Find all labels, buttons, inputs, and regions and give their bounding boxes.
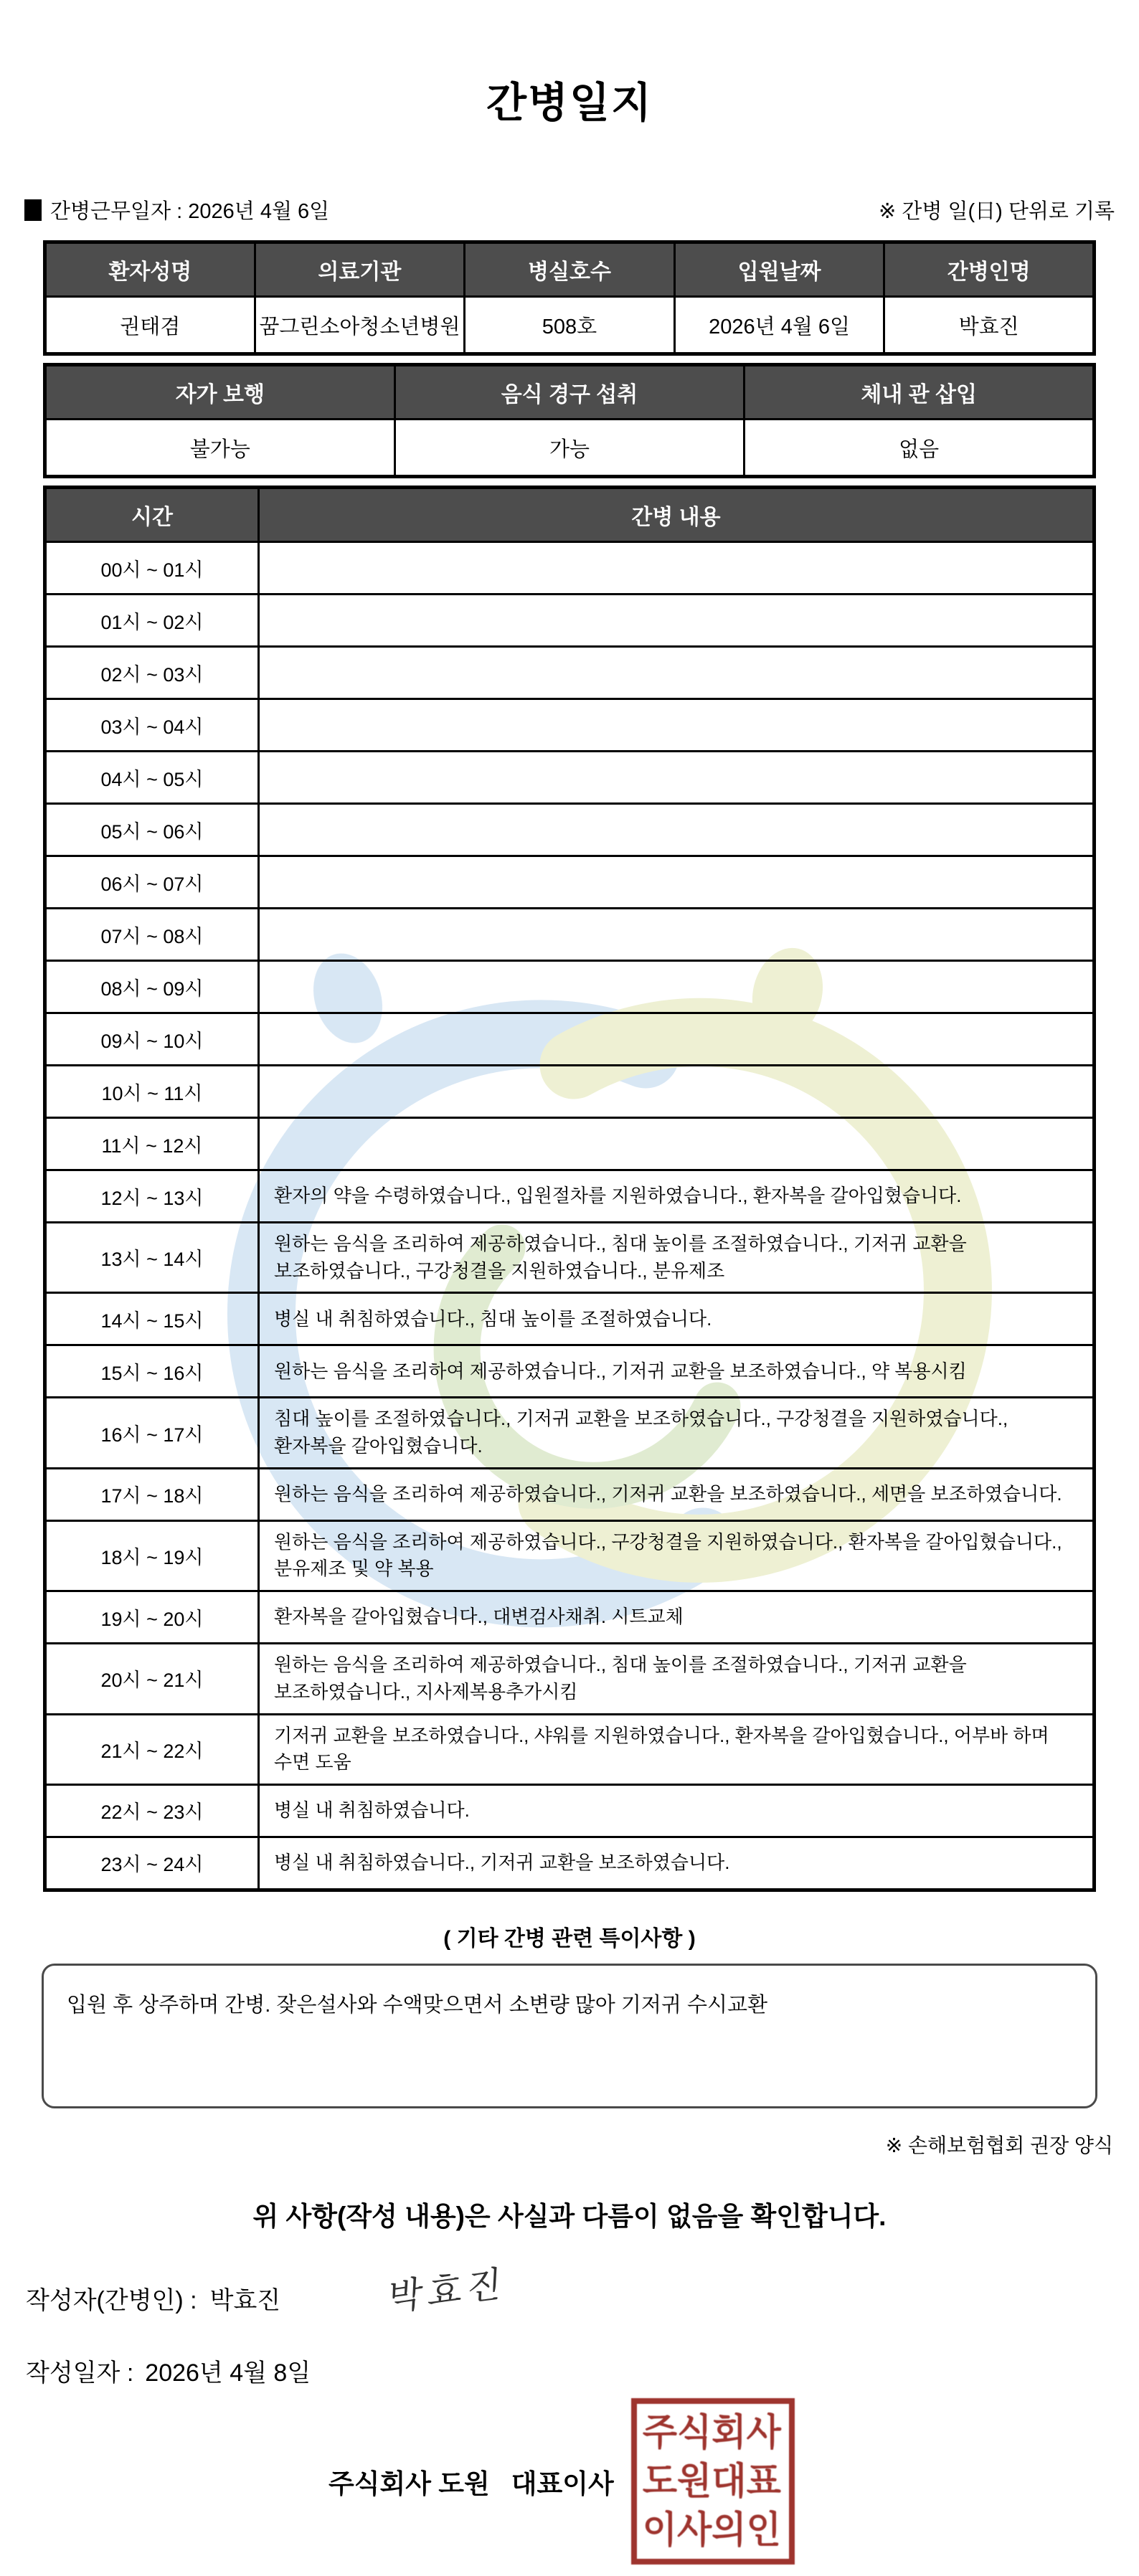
- time-cell: 09시 ~ 10시: [45, 1013, 259, 1066]
- care-content-cell: 환자복을 갈아입혔습니다., 대변검사채취. 시트교체: [259, 1591, 1095, 1644]
- header-room-number: 병실호수: [465, 242, 675, 297]
- writer-name: 박효진: [209, 2286, 281, 2314]
- time-cell: 22시 ~ 23시: [45, 1784, 259, 1837]
- care-content-cell: [259, 1066, 1095, 1118]
- care-content-cell: [259, 647, 1095, 699]
- care-content-cell: 원하는 음식을 조리하여 제공하였습니다., 침대 높이를 조절하였습니다., 기저귀 교환을 보조하였습니다., 구강청결을 지원하였습니다., 분유제조: [259, 1223, 1095, 1293]
- time-cell: 02시 ~ 03시: [45, 647, 259, 699]
- date-note-row: [24, 195, 1115, 224]
- header-admission-date: 입원날짜: [674, 242, 884, 297]
- care-content-cell: 원하는 음식을 조리하여 제공하였습니다., 기저귀 교환을 보조하였습니다., 세면을 보조하였습니다.: [259, 1468, 1095, 1520]
- log-row: [45, 1644, 1095, 1714]
- company-line: [329, 2462, 614, 2501]
- care-content-cell: 원하는 음식을 조리하여 제공하였습니다., 구강청결을 지원하였습니다., 환자복을 갈아입혔습니다., 분유제조 및 약 복용: [259, 1520, 1095, 1591]
- time-cell: 05시 ~ 06시: [45, 804, 259, 856]
- care-content-cell: 환자의 약을 수령하였습니다., 입원절차를 지원하였습니다., 환자복을 갈아입혔습니다.: [259, 1170, 1095, 1223]
- work-date-line: [24, 195, 329, 224]
- log-header-row: [45, 488, 1095, 542]
- notes-box: 입원 후 상주하며 간병. 잦은설사와 수액맞으면서 소변량 많아 기저귀 수시교환: [42, 1964, 1097, 2108]
- time-cell: 00시 ~ 01시: [45, 542, 259, 595]
- company-name: 주식회사 도원: [329, 2468, 490, 2499]
- time-cell: 10시 ~ 11시: [45, 1066, 259, 1118]
- log-row: [45, 1345, 1095, 1398]
- log-row: [45, 647, 1095, 699]
- log-row: [45, 1293, 1095, 1345]
- time-cell: 11시 ~ 12시: [45, 1118, 259, 1170]
- time-cell: 18시 ~ 19시: [45, 1520, 259, 1591]
- care-content-cell: [259, 542, 1095, 595]
- medical-institution-value: 꿈그린소아청소년병원: [255, 297, 465, 354]
- writer-label: 작성자(간병인) :: [26, 2286, 197, 2314]
- care-content-cell: [259, 752, 1095, 804]
- confirmation-statement: 위 사항(작성 내용)은 사실과 다름이 없음을 확인합니다.: [252, 2201, 887, 2231]
- patient-info-table: [43, 240, 1096, 356]
- time-cell: 06시 ~ 07시: [45, 856, 259, 909]
- time-cell: 01시 ~ 02시: [45, 595, 259, 647]
- log-row: [45, 909, 1095, 961]
- handwritten-signature: 박효진: [387, 2262, 508, 2319]
- black-square-bullet-icon: [24, 199, 42, 221]
- time-cell: 19시 ~ 20시: [45, 1591, 259, 1644]
- work-date-text: 간병근무일자 : 2026년 4월 6일: [50, 200, 330, 223]
- self-walking-value: 불가능: [45, 420, 395, 477]
- log-row: [45, 752, 1095, 804]
- notes-section-title: ( 기타 간병 관련 특이사항 ): [443, 1926, 696, 1951]
- care-content-cell: [259, 1118, 1095, 1170]
- page-title: 간병일지: [486, 80, 653, 126]
- patient-name-value: 권태겸: [45, 297, 255, 354]
- care-content-cell: [259, 961, 1095, 1013]
- care-content-cell: [259, 804, 1095, 856]
- log-table-body: [45, 542, 1095, 1890]
- company-seal-row: [329, 2398, 1139, 2565]
- log-row: [45, 1784, 1095, 1837]
- header-caregiver-name: 간병인명: [884, 242, 1095, 297]
- time-cell: 13시 ~ 14시: [45, 1223, 259, 1293]
- time-cell: 23시 ~ 24시: [45, 1837, 259, 1890]
- log-row: [45, 1468, 1095, 1520]
- time-cell: 12시 ~ 13시: [45, 1170, 259, 1223]
- time-cell: 14시 ~ 15시: [45, 1293, 259, 1345]
- log-row: [45, 595, 1095, 647]
- header-patient-name: 환자성명: [45, 242, 255, 297]
- time-cell: 16시 ~ 17시: [45, 1398, 259, 1468]
- time-cell: 15시 ~ 16시: [45, 1345, 259, 1398]
- info-header-row: [45, 242, 1095, 297]
- log-row: [45, 1066, 1095, 1118]
- tube-insertion-value: 없음: [745, 420, 1095, 477]
- log-row: [45, 1170, 1095, 1223]
- ceo-label: 대표이사: [511, 2468, 614, 2499]
- time-cell: 04시 ~ 05시: [45, 752, 259, 804]
- patient-status-table: [43, 363, 1096, 478]
- write-date-row: [26, 2353, 1139, 2388]
- care-content-cell: 침대 높이를 조절하였습니다., 기저귀 교환을 보조하였습니다., 구강청결을 지원하였습니다., 환자복을 갈아입혔습니다.: [259, 1398, 1095, 1468]
- log-row: [45, 1398, 1095, 1468]
- caregiver-name-value: 박효진: [884, 297, 1095, 354]
- care-content-cell: 기저귀 교환을 보조하였습니다., 샤워를 지원하였습니다., 환자복을 갈아입혔습니다., 어부바 하며 수면 도움: [259, 1714, 1095, 1784]
- info-value-row: [45, 297, 1095, 354]
- header-oral-intake: 음식 경구 섭취: [394, 365, 745, 420]
- care-content-cell: [259, 856, 1095, 909]
- oral-intake-value: 가능: [394, 420, 745, 477]
- unit-note: ※ 간병 일(日) 단위로 기록: [879, 200, 1115, 223]
- log-row: [45, 961, 1095, 1013]
- log-row: [45, 1013, 1095, 1066]
- time-cell: 17시 ~ 18시: [45, 1468, 259, 1520]
- care-log-table: [43, 486, 1096, 1892]
- stamp-row-3: 이사의인: [642, 2509, 781, 2551]
- care-content-cell: [259, 909, 1095, 961]
- status-header-row: [45, 365, 1095, 420]
- care-content-cell: 병실 내 취침하였습니다.: [259, 1784, 1095, 1837]
- writer-row: [26, 2262, 1139, 2319]
- care-content-cell: 원하는 음식을 조리하여 제공하였습니다., 침대 높이를 조절하였습니다., 기저귀 교환을 보조하였습니다., 지사제복용추가시킴: [259, 1644, 1095, 1714]
- care-content-cell: 병실 내 취침하였습니다., 침대 높이를 조절하였습니다.: [259, 1293, 1095, 1345]
- header-care-content: 간병 내용: [259, 488, 1095, 542]
- care-content-cell: [259, 1013, 1095, 1066]
- header-time: 시간: [45, 488, 259, 542]
- company-seal-stamp: [631, 2398, 795, 2565]
- care-content-cell: [259, 595, 1095, 647]
- log-row: [45, 1591, 1095, 1644]
- time-cell: 03시 ~ 04시: [45, 699, 259, 752]
- time-cell: 07시 ~ 08시: [45, 909, 259, 961]
- care-content-cell: 원하는 음식을 조리하여 제공하였습니다., 기저귀 교환을 보조하였습니다., 약 복용시킴: [259, 1345, 1095, 1398]
- header-medical-institution: 의료기관: [255, 242, 465, 297]
- time-cell: 20시 ~ 21시: [45, 1644, 259, 1714]
- header-self-walking: 자가 보행: [45, 365, 395, 420]
- care-content-cell: 병실 내 취침하였습니다., 기저귀 교환을 보조하였습니다.: [259, 1837, 1095, 1890]
- write-date-value: 2026년 4월 8일: [145, 2359, 311, 2387]
- log-row: [45, 804, 1095, 856]
- header-tube-insertion: 체내 관 삽입: [745, 365, 1095, 420]
- log-row: [45, 1223, 1095, 1293]
- log-row: [45, 542, 1095, 595]
- write-date-label: 작성일자 :: [26, 2359, 134, 2387]
- admission-date-value: 2026년 4월 6일: [674, 297, 884, 354]
- log-row: [45, 856, 1095, 909]
- log-row: [45, 1714, 1095, 1784]
- room-number-value: 508호: [465, 297, 675, 354]
- care-content-cell: [259, 699, 1095, 752]
- stamp-row-2: 도원대표: [642, 2460, 781, 2502]
- stamp-row-1: 주식회사: [642, 2411, 781, 2453]
- time-cell: 21시 ~ 22시: [45, 1714, 259, 1784]
- recommended-form-note: ※ 손해보험협회 권장 양식: [885, 2134, 1113, 2156]
- time-cell: 08시 ~ 09시: [45, 961, 259, 1013]
- status-value-row: [45, 420, 1095, 477]
- log-row: [45, 1118, 1095, 1170]
- log-row: [45, 699, 1095, 752]
- log-row: [45, 1837, 1095, 1890]
- log-row: [45, 1520, 1095, 1591]
